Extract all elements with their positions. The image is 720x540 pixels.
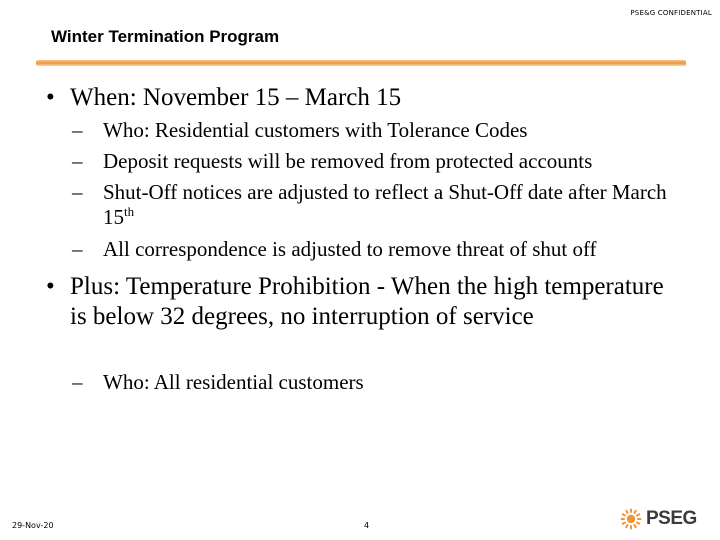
sub-bullet	[72, 237, 692, 262]
bullet-text: Plus: Temperature Prohibition - When the high temperature is below 32 degrees, no interruption of service	[70, 273, 664, 330]
sub-bullet-text: Who: All residential customers	[103, 370, 364, 394]
title-divider	[36, 60, 686, 66]
bullet-plus	[46, 272, 666, 332]
confidential-label: PSE&G CONFIDENTIAL	[630, 9, 712, 17]
sub-bullet-text: Deposit requests will be removed from protected accounts	[103, 149, 593, 173]
sub-bullet-text: Who: Residential customers with Tolerance Codes	[103, 118, 528, 142]
dash-marker: –	[72, 180, 83, 204]
dash-marker: –	[72, 118, 83, 142]
sun-icon	[620, 508, 642, 530]
footer-date: 29-Nov-20	[12, 521, 54, 530]
sub-bullet	[72, 118, 692, 143]
slide-title: Winter Termination Program	[51, 27, 280, 46]
logo-wordmark: PSEG	[646, 508, 697, 529]
sub-bullet	[72, 370, 692, 395]
pseg-logo	[620, 508, 697, 530]
dash-marker: –	[72, 237, 83, 261]
page-number: 4	[364, 521, 370, 530]
bullet-marker: •	[46, 84, 55, 111]
sub-bullet-text	[103, 180, 692, 230]
dash-marker: –	[72, 149, 83, 173]
superscript: th	[124, 204, 135, 219]
bullet-marker: •	[46, 273, 55, 300]
sub-bullet	[72, 180, 692, 230]
sub-bullet	[72, 149, 692, 174]
sub-bullet-main: Shut-Off notices are adjusted to reflect a Shut-Off date after March 15	[103, 180, 667, 229]
sub-bullet-text: All correspondence is adjusted to remove threat of shut off	[103, 237, 597, 261]
dash-marker: –	[72, 370, 83, 394]
bullet-text: When: November 15 – March 15	[70, 84, 402, 111]
bullet-when	[46, 83, 666, 113]
